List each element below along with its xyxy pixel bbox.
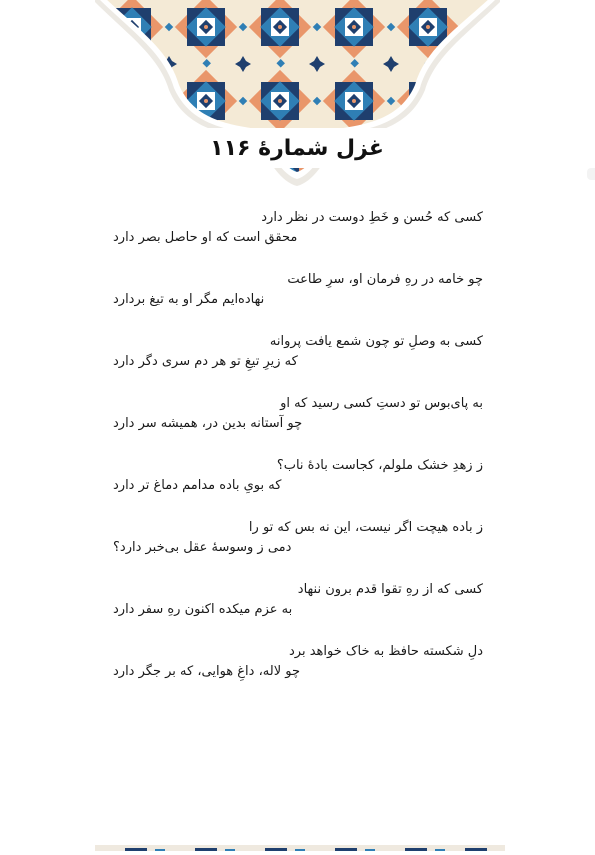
poem <box>113 208 483 704</box>
second-hemistich: چو لاله، داغِ هوایی، که بر جگر دارد <box>113 664 301 679</box>
title-band <box>110 128 484 168</box>
second-hemistich: به عزم میکده اکنون رهِ سفر دارد <box>113 602 293 617</box>
couplet <box>113 642 483 704</box>
second-hemistich: نهاده‌ایم مگر او به تیغ بردارد <box>113 292 265 307</box>
couplet <box>113 270 483 332</box>
page-edge-tab <box>587 168 595 180</box>
first-hemistich: ز زهدِ خشک ملولم، کجاست بادهٔ ناب؟ <box>276 458 483 473</box>
couplet <box>113 208 483 270</box>
second-hemistich: محقق است که او حاصل بصر دارد <box>113 230 298 245</box>
first-hemistich: ز باده هیچت اگر نیست، این نه بس که تو را <box>248 520 483 535</box>
page-title: غزل شمارهٔ ۱۱۶ <box>210 135 384 161</box>
first-hemistich: کسی که از رهِ تقوا قدم برون ننهاد <box>297 582 483 597</box>
second-hemistich: که بویِ باده مدامم دماغ تر دارد <box>113 478 282 493</box>
couplet <box>113 456 483 518</box>
first-hemistich: چو خامه در رهِ فرمان او، سرِ طاعت <box>287 272 483 287</box>
second-hemistich: دمی ز وسوسهٔ عقل بی‌خبر دارد؟ <box>113 540 292 555</box>
first-hemistich: کسی به وصلِ تو چون شمع یافت پروانه <box>269 334 483 349</box>
first-hemistich: دلِ شکسته حافظ به خاک خواهد برد <box>289 644 483 659</box>
second-hemistich: که زیرِ تیغِ تو هر دم سری دگر دارد <box>113 354 298 369</box>
first-hemistich: به پای‌بوس تو دستِ کسی رسید که او <box>280 396 483 411</box>
couplet <box>113 518 483 580</box>
couplet <box>113 580 483 642</box>
footer-ornament-edge <box>95 836 505 842</box>
second-hemistich: چو آستانه بدین در، همیشه سر دارد <box>113 416 303 431</box>
first-hemistich: کسی که حُسن و خَطِ دوست در نظر دارد <box>261 210 483 225</box>
couplet <box>113 332 483 394</box>
couplet <box>113 394 483 456</box>
